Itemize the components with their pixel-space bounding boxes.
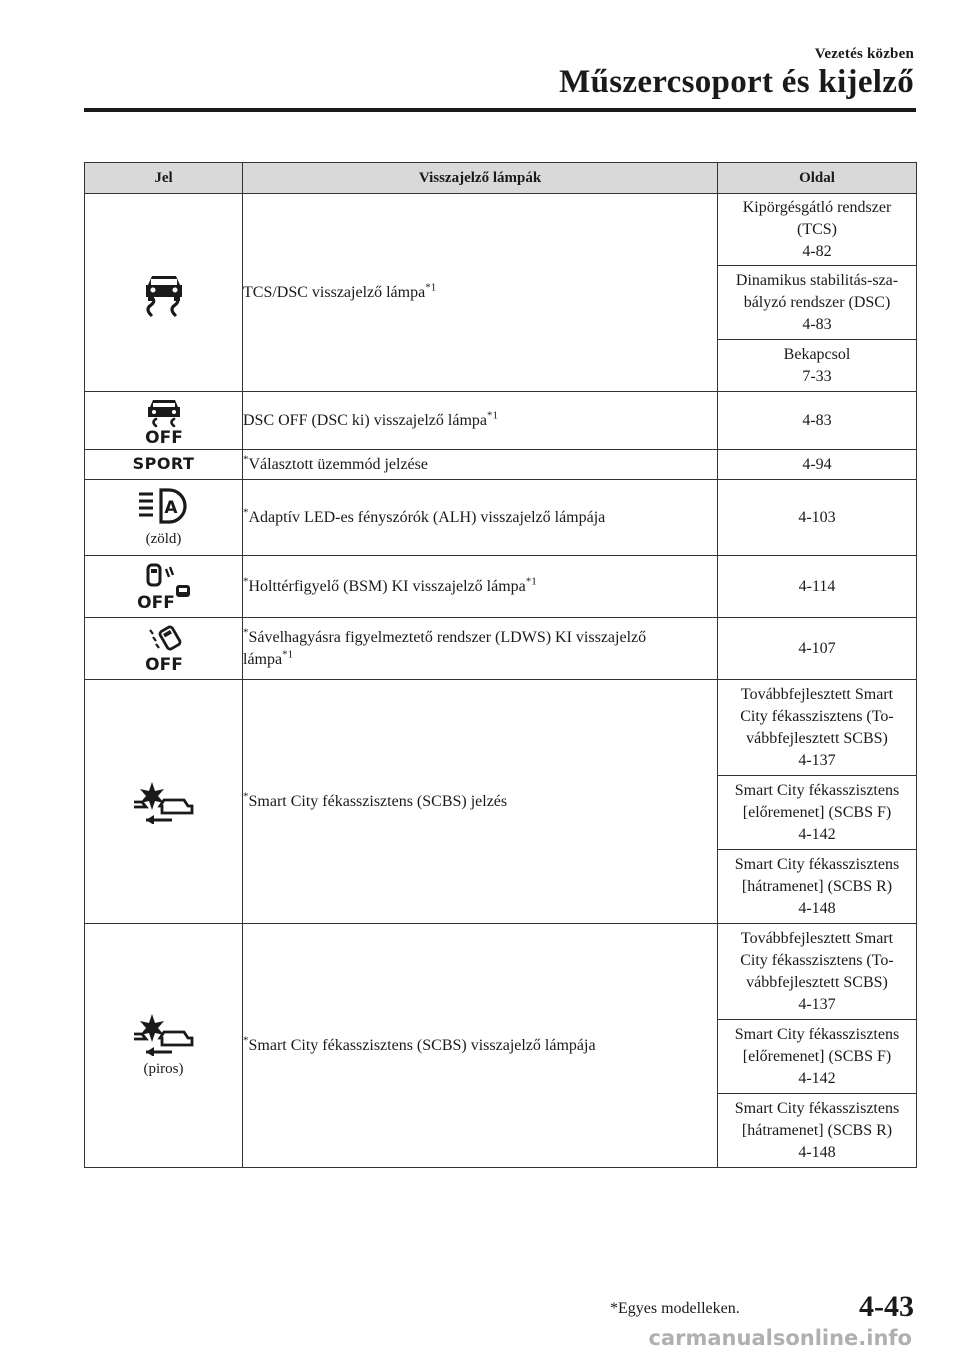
color-caption: (piros) (143, 1060, 184, 1077)
symbol-cell (85, 194, 243, 392)
page-reference: 4-103 (718, 480, 917, 556)
table-row (85, 194, 917, 266)
lamp-description: *Smart City fékasszisztens (SCBS) visszajelző lámpája (243, 924, 718, 1168)
page-reference: 4-83 (718, 392, 917, 450)
color-caption: (zöld) (145, 530, 182, 547)
bsm-off-icon (134, 563, 194, 611)
symbol-cell (85, 450, 243, 480)
symbol-cell (85, 556, 243, 618)
page-reference: 4-114 (718, 556, 917, 618)
page-title: Műszercsoport és kijelző (559, 64, 914, 100)
lamp-description: *Sávelhagyásra figyelmeztető rendszer (LDWS) KI visszajelző lámpa$^{*1}$ (243, 618, 718, 680)
tcs-icon (139, 268, 189, 318)
header-divider (84, 108, 916, 112)
col-header-symbol: Jel (85, 163, 243, 194)
page-reference: Kipörgésgátló rendszer (TCS) 4-82 (718, 194, 917, 266)
col-header-lamps: Visszajelző lámpák (243, 163, 718, 194)
symbol-cell (85, 480, 243, 556)
page-reference: Smart City fékasszisztens [hátramenet] (SCBS R) 4-148 (718, 1094, 917, 1168)
table-row (85, 680, 917, 776)
lamp-description: DSC OFF (DSC ki) visszajelző lámpa$^{*1}$ (243, 392, 718, 450)
col-header-page: Oldal (718, 163, 917, 194)
table-row (85, 924, 917, 1020)
lamp-description: *Holttérfigyelő (BSM) KI visszajelző lámpa$^{*1}$ (243, 556, 718, 618)
page-reference: Smart City fékasszisztens [hátramenet] (SCBS R) 4-148 (718, 850, 917, 924)
page-reference: 4-107 (718, 618, 917, 680)
page-reference: Továbbfejlesztett Smart City fékasszisztens (To- vábbfejlesztett SCBS) 4-137 (718, 680, 917, 776)
page-reference: Dinamikus stabilitás-sza- bályzó rendszer (DSC) 4-83 (718, 266, 917, 340)
sport-mode-icon: SPORT (132, 454, 195, 473)
lamp-description: TCS/DSC visszajelző lámpa$^{*1}$ (243, 194, 718, 392)
watermark: carmanualsonline.info (648, 1326, 912, 1350)
table-row (85, 480, 917, 556)
indicator-table (84, 162, 917, 1168)
symbol-cell (85, 392, 243, 450)
page-reference: Smart City fékasszisztens [előremenet] (SCBS F) 4-142 (718, 1020, 917, 1094)
table-row (85, 392, 917, 450)
table-row (85, 450, 917, 480)
scbs-red-icon (128, 1012, 200, 1056)
symbol-cell (85, 924, 243, 1168)
svg-text:OFF: OFF (144, 427, 183, 446)
symbol-cell (85, 618, 243, 680)
page-reference: Bekapcsol 7-33 (718, 340, 917, 392)
alh-icon (133, 486, 195, 526)
symbol-cell (85, 680, 243, 924)
table-row (85, 618, 917, 680)
scbs-icon (128, 780, 200, 824)
table-row (85, 556, 917, 618)
lamp-description: *Adaptív LED-es fényszórók (ALH) visszajelző lámpája (243, 480, 718, 556)
page-number: 4-43 (859, 1290, 914, 1323)
lamp-description: *Smart City fékasszisztens (SCBS) jelzés (243, 680, 718, 924)
svg-text:OFF: OFF (144, 654, 183, 674)
svg-text:A: A (163, 497, 178, 518)
page-reference: Továbbfejlesztett Smart City fékasszisztens (To- vábbfejlesztett SCBS) 4-137 (718, 924, 917, 1020)
svg-text:OFF: OFF (136, 592, 175, 611)
table-header-row (85, 163, 917, 194)
footnote: *Egyes modelleken. (610, 1300, 740, 1317)
ldws-off-icon (138, 624, 190, 674)
page-reference: 4-94 (718, 450, 917, 480)
dsc-off-icon (136, 396, 192, 446)
section-label: Vezetés közben (814, 46, 914, 62)
page-reference: Smart City fékasszisztens [előremenet] (SCBS F) 4-142 (718, 776, 917, 850)
lamp-description: *Választott üzemmód jelzése (243, 450, 718, 480)
